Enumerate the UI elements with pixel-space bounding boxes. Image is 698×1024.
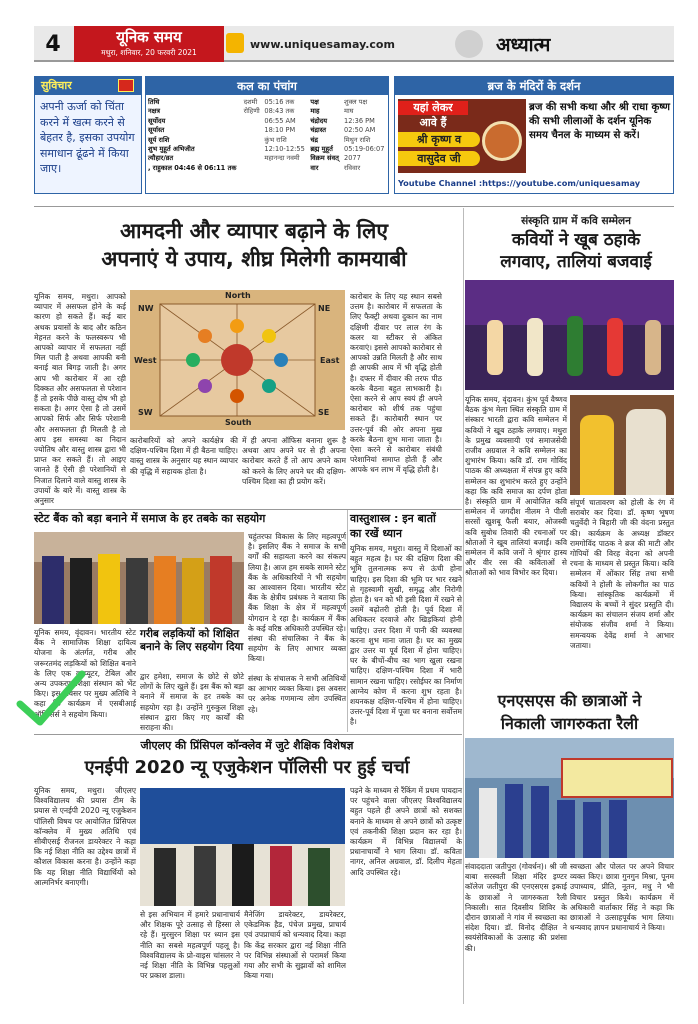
nss-col1: संवाददाता जतीपुरा (गोवर्धन)। श्री जी बाबा सरस्वती शिक्षा मंदिर इण्टर कॉलेज जतीपुरा की एनएसएस इकाई के छात्राओं ने जागरुकता रैली निकाली। सात दिवसीय शिविर के दौरान छात्राओं ने गांव में स्वच्छता का संदेश दिया। डॉ. विनोद दीक्षित ने स्वयंसेविकाओं के उत्साह की प्रशंसा की।: [465, 862, 567, 953]
page-number: 4: [45, 31, 61, 57]
panchang-cell: माह: [310, 107, 320, 116]
date-line: मथुरा, शनिवार, 20 फरवरी 2021: [101, 48, 197, 57]
main-article-col1: यूनिक समय, मथुरा। आपको व्यापार में असफल होने के कई कारण हो सकते हैं। कई बार अथक प्रयासों के बाद और कठिन मेहनत करने के फलस्वरूप भी आपको व्यापार में सफलता नहीं मिल पाती है अथवा आपकी बनी बनाई बात बिगड़ जाती है। अगर आप भी कारोबार में आ रही दिक्कत और असफलता से परेशान हैं तो इसके पीछे वास्तु दोष भी हो सकता है। अगर ऐसा है तो उसमें आपको सिर्फ और सिर्फ परेशानी और असफलता ही मिलती है तो आप इस समस्या का निदान ज्योतिष और वास्तु शास्त्र द्वारा भी प्राप्त कर सकते हैं। तो आइए जानते हैं ऐसी ही परेशानियों से निजात दिलाने वाले वास्तु शास्त्र के उपायों के बारे में। वास्तु शास्त्र के अनुसार: [34, 292, 126, 506]
sbi-subhead: गरीब लड़कियों को शिक्षित बनाने के लिए सहयोग दिया: [140, 628, 244, 653]
nep-col2: से इस अभियान में हमारे प्रधानाचार्य और शिक्षक पूरे उत्साह से हिस्सा ले रहे हैं। मुरसुरन शिक्षा पर ध्यान इस नीति का सबसे महत्वपूर्ण पहलू है। विश्वविद्यालय के प्रो-वाइस चांसलर ने नई शिक्षा नीति के विभिन्न पहलुओं पर प्रकाश डाला।: [140, 910, 240, 981]
panchang-cell: चंद्रोदय: [310, 116, 328, 125]
main-article-col4: कारोबार के लिए यह स्थान सबसे उत्तम है। कारोबार में सफलता के लिए फैक्ट्री अथवा दुकान का नाम दक्षिणी दीवार पर लाल रंग के कलर या स्टीकर से अंकित करवाएं। इससे आपको कारोबार से आपको उन्नति मिलती है और साथ ही आपकी आय में भी वृद्धि होती है। दफ्तर में दीवार की तरफ पीठ करके बैठना बहुत लाभकारी है। ऐसा करने से आप स्वयं ही अपने कारोबार को शीर्ष तक पहुंचा सकते हैं। कारोबारी स्थान पर उत्तर-पूर्व की ओर अपना मुख करके बैठना शुभ माना जाता है। ऐसा करने से कारोबार संबंधी परेशानियां समाप्त होती हैं और आपके धन लाभ में वृद्धि होती है।: [350, 292, 442, 475]
panchang-box: [145, 76, 389, 194]
panchang-title: कल का पंचांग: [146, 77, 388, 95]
suvichar-title: सुविचार: [35, 77, 141, 95]
panchang-cell: 12:10-12:55: [264, 145, 305, 154]
promo-line-4: वासुदेव जी: [398, 151, 480, 166]
divider: [347, 510, 348, 732]
nss-headline-1: एनएसएस की छात्राओं ने: [497, 691, 642, 710]
divider: [463, 208, 464, 1004]
main-headline-line-1: आमदनी और व्यापार बढ़ाने के लिए: [120, 219, 388, 243]
panchang-cell: मिथुन राशि: [344, 135, 371, 144]
panchang-table: [146, 98, 388, 173]
book-icon: [118, 79, 134, 92]
vastu-tips-headline-1: वास्तुशास्त्र : इन बातों: [350, 512, 436, 525]
braj-promo-image[interactable]: [398, 99, 526, 173]
panchang-cell: 08:43 तक: [264, 107, 295, 116]
panchang-cell: पक्ष: [310, 98, 319, 106]
compass-nw: NW: [138, 304, 154, 313]
compass-east: East: [320, 356, 340, 365]
header-ornament-icon: [455, 30, 483, 58]
sbi-col2: चहुंतरफा विकास के लिए महत्वपूर्ण है। इसलिए बैंक ने समाज के सभी वर्गों की सहायता करने का संकल्प लिया है। आज हम सबके सामने स्टेट बैंक के अधिकारियों ने भी सहयोग का आश्वासन दिया। भारतीय स्टेट बैंक के क्षेत्रीय प्रबंधक ने बताया कि बैंक शिक्षा के क्षेत्र में महत्वपूर्ण योगदान दे रहा है। कार्यक्रम में बैंक के कई वरिष्ठ अधिकारी उपस्थित रहे। संस्था की संचालिका ने बैंक के सहयोग के लिए आभार व्यक्त किया।: [248, 532, 346, 664]
panchang-cell: रविवार: [344, 163, 361, 172]
panchang-row: [146, 136, 388, 145]
sbi-sub-col1: द्वार हमेशा, समाज के छोटे से छोटे लोगों के लिए खुले हैं। इस बैंक को बड़ा बनाने में समाज के हर तबके का सहयोग रहा है। उन्होंने गुरुकुल शिक्षा संस्थान द्वारा किए गए कार्यों की सराहना की।: [140, 672, 244, 733]
panchang-cell: [262, 164, 308, 173]
compass-north: North: [225, 291, 251, 300]
panchang-cell: शुभ मुहूर्त अभिजीत: [148, 145, 195, 154]
compass-west: West: [134, 356, 157, 365]
braj-title: ब्रज के मंदिरों के दर्शन: [395, 77, 673, 95]
panchang-cell: सूर्योदय: [148, 116, 166, 125]
panchang-cell: 06:55 AM: [264, 116, 296, 125]
panchang-cell: [242, 145, 263, 154]
sbi-event-photo: [34, 532, 244, 624]
compass-south: South: [225, 418, 252, 427]
brand-name: यूनिक समय: [116, 28, 182, 46]
panchang-cell: तिथि: [148, 98, 160, 106]
panchang-cell: 05:16 तक: [264, 98, 295, 106]
dance-photo: [465, 280, 674, 390]
compass-graphic: [130, 290, 345, 430]
felicitation-photo: [570, 395, 674, 495]
panchang-cell: [242, 136, 263, 145]
panchang-cell: सूर्यास्त: [148, 126, 165, 135]
compass-sw: SW: [138, 408, 153, 417]
masthead-logo: [74, 26, 224, 62]
panchang-cell: विक्रम संवत्: [310, 154, 339, 163]
divider: [34, 206, 674, 207]
divider: [34, 734, 462, 735]
panchang-cell: 02:50 AM: [344, 126, 376, 135]
nep-headline: एनईपी 2020 न्यू एजुकेशन पॉलिसी पर हुई चर्चा: [84, 757, 410, 778]
panchang-cell: [242, 164, 263, 173]
braj-text: ब्रज की सभी कथा और श्री राधा कृष्ण की सभी लीलाओं के दर्शन यूनिक समय चैनल के माध्यम से करें।: [529, 102, 670, 141]
suvichar-text: अपनी ऊर्जा को चिंता करने में खत्म करने से बेहतर है, इसका उपयोग समाधान ढूंढने में किया जाए।: [40, 100, 135, 175]
krishna-illustration: [482, 121, 522, 161]
sbi-sub-col2: संस्था के संचालक ने सभी अतिथियों का आभार व्यक्त किया। इस अवसर पर अनेक गणमान्य लोग उपस्थित रहे।: [248, 674, 346, 714]
panchang-row: [146, 117, 388, 126]
divider: [34, 509, 462, 510]
panchang-cell: महानन्दा नवमी: [264, 154, 300, 163]
vastu-tips-headline-2: का रखें ध्यान: [350, 527, 402, 540]
check-mark-icon: [16, 668, 86, 728]
main-article-col2: कारोबारियों को अपने कार्यक्षेत्र की दक्षिण-पश्चिम दिशा में ही बैठना चाहिए। वास्तु शास्त्र के अनुसार यह स्थान व्यापार की वृद्धि में सहायक होता है।: [130, 436, 238, 476]
panchang-cell: रोहिणी: [243, 107, 260, 116]
sbi-headline: स्टेट बैंक को बड़ा बनाने में समाज के हर तबके का सहयोग: [34, 512, 266, 525]
panchang-row: [146, 145, 388, 154]
nss-headline-2: निकाली जागरुकता रैली: [500, 714, 639, 733]
sbi-col1: यूनिक समय, वृंदावन। भारतीय स्टेट बैंक ने सामाजिक शिक्षा दायित्व योजना के अंतर्गत, गरीब और जरूरतमंद लड़कियों को शिक्षित बनाने के लिए एक कम्प्यूटर, टेबिल और अन्य उपकरण शिक्षा संस्थान को भेंट किए। इस अवसर पर मुख्य अतिथि ने कहा कि कार्यक्रम में एसबीआई ऑफिसर्स ने सहयोग किया।: [34, 628, 136, 719]
panchang-cell: 12:36 PM: [344, 116, 375, 125]
panchang-row: [146, 164, 388, 173]
nep-col4: पढ़ने के माध्यम से रैंकिंग में प्रथम पायदान पर पहुंचने वाला जीएलए विश्वविद्यालय बहुत पहले ही अपने छात्रों को सशक्त बनाने के माध्यम से अपने छात्रों को उत्कृष्ट एवं तकनीकी शिक्षा प्रदान कर रहा है। कार्यक्रम में विभिन्न विद्यालयों के प्रधानाचार्यों ने भाग लिया। डॉ. कविता नागर, अनिल अग्रवाल, डॉ. दिलीप मेहता आदि उपस्थित रहे।: [350, 786, 462, 877]
suvichar-box: [34, 76, 142, 194]
panchang-cell: त्यौहार/व्रत: [148, 154, 174, 163]
panchang-row: [146, 98, 388, 107]
panchang-cell: [242, 126, 263, 135]
panchang-cell: , राहुकाल 04:46 से 06:11 तक: [148, 163, 237, 172]
vastu-tips-text: यूनिक समय, मथुरा। वास्तु में दिशाओं का बहुत महत्व है। घर की दक्षिण दिशा की भूमि तुलनात्मक रूप से ऊंची होना चाहिए। इस दिशा की भूमि पर भार रखने से गृहस्वामी सुखी, समृद्ध और निरोगी होता है। धन को भी इसी दिशा में रखने से उसमें बढ़ोतरी होती है। पूर्व दिशा में अधिकतर दरवाजे और खिड़कियां होनी चाहिए। उत्तर दिशा में पानी की व्यवस्था करना शुभ माना जाता है। घर का मुख्य द्वार उत्तर या पूर्व दिशा में होना चाहिए। घर के बीचों-बीच का भाग खुला रखना चाहिए। दक्षिण-पश्चिम दिशा में भारी सामान रखना चाहिए। रसोईघर का निर्माण आग्नेय कोण में करना शुभ रहता है। शयनकक्ष दक्षिण-पश्चिम में होना चाहिए। उत्तर-पूर्व दिशा में पूजा घर बनाना सर्वोत्तम है।: [350, 544, 462, 727]
website-url[interactable]: www.uniquesamay.com: [250, 37, 395, 51]
compass-se: SE: [318, 408, 330, 417]
brand-emblem-icon: [226, 33, 244, 53]
nep-col3: मैनेजिंग डायरेक्टर, डायरेक्टर, एकेडमिक हैड, पंचेज प्रमुख, प्राचार्य एवं उपप्राचार्य को धन्यवाद दिया। कहा कि केंद्र सरकार द्वारा नई शिक्षा नीति पर विभिन्न संस्थाओं से परामर्श किया गया और सभी के सुझावों को शामिल किया गया।: [244, 910, 346, 981]
nep-col1: यूनिक समय, मथुरा। जीएलए विश्वविद्यालय की प्रयास टीम के प्रयास से एनईपी 2020 न्यू एजुकेशन पॉलिसी विषय पर आयोजित प्रिंसिपल कॉन्क्लेव में मुख्य अतिथि एवं सीबीएसई रीजनल डायरेक्टर ने कहा कि नई शिक्षा नीति का उद्देश्य छात्रों में कौशल विकास करना है। उन्होंने कहा कि यह शिक्षा नीति विद्यार्थियों को आत्मनिर्भर बनाएगी।: [34, 786, 136, 887]
sanskriti-headline-1: कवियों ने खूब ठहाके: [511, 230, 641, 250]
nss-col2: स्वच्छता और पोलत पर अपने विचार व्यक्त किए। छात्रा गुनगुन मिश्रा, पूनम उपाध्याय, प्रीति, नूतन, मधु ने भी विचार प्रस्तुत किये। कार्यक्रम में अधिकारी वार्ताकार सिंह ने कहा कि छात्राओं ने उत्साहपूर्वक भाग लिया। धन्यवाद ज्ञापन प्रधानाचार्य ने किया।: [570, 862, 674, 933]
youtube-link[interactable]: Youtube Channel :https://youtube.com/uniquesamay: [398, 178, 641, 188]
panchang-cell: चंद्र: [310, 135, 319, 144]
panchang-row: [146, 154, 388, 163]
nss-rally-photo: [465, 738, 674, 858]
promo-line-1: यहां लेकर: [398, 101, 468, 115]
panchang-cell: 05:19-06:07: [344, 145, 385, 154]
panchang-cell: वार: [310, 163, 319, 172]
braj-darshan-box: [394, 76, 674, 194]
nep-event-photo: [140, 788, 345, 906]
sanskriti-col1: यूनिक समय, वृंदावन। कुंभ पूर्व वैष्णव बैठक कुंभ मेला स्थित संस्कृति ग्राम में संस्कार भारती द्वारा कवि सम्मेलन में कवियों ने खूब ठहाके लगवाए। मथुरा के प्रमुख व्यवसायी एवं समाजसेवी राजीव अग्रवाल ने कवि सम्मेलन का शुभारंभ किया। कवि डॉ. राम गोविंद पाठक की अध्यक्षता में संपन्न हुए कवि सम्मेलन का शुभारंभ करते हुए उन्होंने कहा कि कवि समाज का दर्पण होता है। संस्कृति ग्राम में आयोजित कवि सम्मेलन में जगदीश नीलम ने पीली सरसों खुशबू फैली बयार, ओजस्वी कवि सुबोध तिवारी की रचनाओं पर श्रोताओं ने खूब तालियां बजाईं। कवि सम्मेलन में कवि जनों ने श्रृंगार हास्य और वीर रस की कविताओं से श्रोताओं को भाव विभोर कर दिया।: [465, 395, 567, 578]
panchang-cell: चंद्रास्त: [310, 126, 327, 135]
section-title: अध्यात्म: [496, 34, 551, 56]
compass-ne: NE: [318, 304, 331, 313]
sanskriti-col2: संपूर्ण चातावरण को होली के रंग में सराबोर कर दिया। डॉ. कृष्ण भूषण चतुर्वेदी ने बिहारी जी की वंदना प्रस्तुत की। कार्यक्रम के अध्यक्ष डॉक्टर रामगोविंद पाठक ने ब्रज की माटी और गोपियों की विरह वेदना को अपनी रचना के माध्यम से प्रस्तुत किया। कवि सम्मेलन में ओंकार सिंह तथा सभी कवियों ने होली के लोकगीत का पाठ किया। सांस्कृतिक कार्यक्रमों में विद्यालय के बच्चों ने सुंदर प्रस्तुति दी। कार्यक्रम का संचालन संजय शर्मा और संयोजक संजीव शर्मा ने किया। समन्वयक देवेंद्र शर्मा ने आभार जताया।: [570, 498, 674, 650]
panchang-cell: 2077: [344, 154, 361, 163]
panchang-cell: सूर्य राशि: [148, 135, 170, 144]
panchang-cell: दशमी: [243, 98, 258, 106]
panchang-cell: नक्षत्र: [148, 107, 161, 116]
promo-line-3: श्री कृष्ण व: [398, 132, 480, 147]
panchang-cell: [242, 117, 263, 126]
nep-kicker: जीएलए की प्रिंसिपल कॉन्क्लेव में जुटे शैक्षिक विशेषज्ञ: [140, 739, 354, 752]
panchang-cell: ब्रह्म मुहूर्त: [310, 145, 333, 154]
panchang-row: [146, 126, 388, 135]
panchang-cell: शुक्ल पक्ष: [344, 98, 368, 106]
panchang-cell: [242, 154, 263, 163]
panchang-cell: माघ: [344, 107, 354, 116]
panchang-cell: कुंभ राशि: [264, 135, 287, 144]
sanskriti-headline-2: लगवाए, तालियां बजवाई: [500, 252, 652, 272]
promo-line-2: आवे हैं: [419, 116, 447, 129]
panchang-row: [146, 107, 388, 116]
sanskriti-kicker: संस्कृति ग्राम में कवि सम्मेलन: [521, 215, 631, 227]
panchang-cell: 18:10 PM: [264, 126, 296, 135]
main-article-col3: में ही अपना ऑफिस बनाना शुरू है अथवा आप अपने घर से ही अपना कारोबार करते हैं तो आप अपने काम को करने के लिए अपने घर की दक्षिण-पश्चिम दिशा का ही प्रयोग करें।: [242, 436, 346, 486]
main-headline-line-2: अपनाएं ये उपाय, शीघ्र मिलेगी कामयाबी: [101, 247, 407, 271]
vastu-compass-image: [130, 290, 345, 430]
